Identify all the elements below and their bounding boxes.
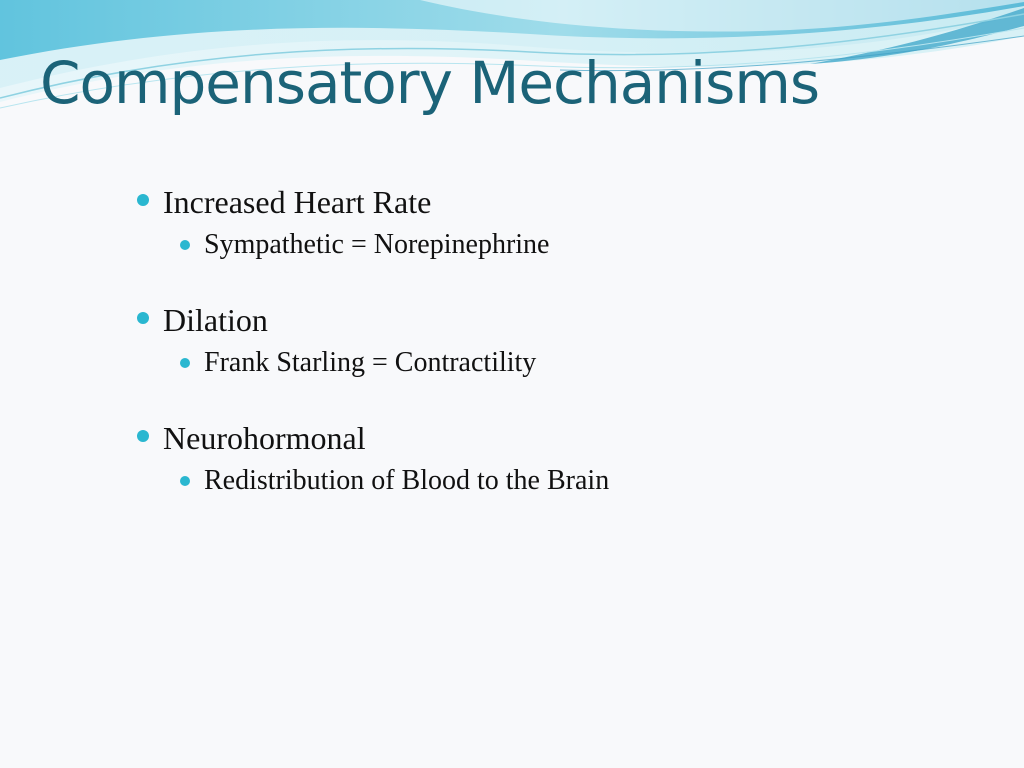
bullet-dot-icon bbox=[137, 430, 149, 442]
bullet-list bbox=[134, 182, 994, 536]
sub-bullet-text: Frank Starling = Contractility bbox=[204, 347, 537, 378]
bullet-item-heart-rate bbox=[134, 182, 994, 222]
bullet-group-neurohormonal bbox=[134, 418, 994, 498]
sub-bullet-dot-icon bbox=[180, 358, 190, 368]
sub-bullet-item-redistribution bbox=[134, 464, 994, 498]
bullet-text: Increased Heart Rate bbox=[163, 184, 432, 220]
bullet-dot-icon bbox=[137, 194, 149, 206]
bullet-item-dilation bbox=[134, 300, 994, 340]
bullet-dot-icon bbox=[137, 312, 149, 324]
sub-bullet-text: Redistribution of Blood to the Brain bbox=[204, 465, 610, 496]
bullet-text: Dilation bbox=[163, 302, 268, 338]
bullet-group-dilation bbox=[134, 300, 994, 380]
bullet-text: Neurohormonal bbox=[163, 420, 366, 456]
slide-title: Compensatory Mechanisms bbox=[40, 49, 820, 117]
bullet-group-heart-rate bbox=[134, 182, 994, 262]
sub-bullet-item-frank-starling bbox=[134, 346, 994, 380]
sub-bullet-dot-icon bbox=[180, 476, 190, 486]
sub-bullet-dot-icon bbox=[180, 240, 190, 250]
bullet-item-neurohormonal bbox=[134, 418, 994, 458]
sub-bullet-item-sympathetic bbox=[134, 228, 994, 262]
sub-bullet-text: Sympathetic = Norepinephrine bbox=[204, 229, 550, 260]
